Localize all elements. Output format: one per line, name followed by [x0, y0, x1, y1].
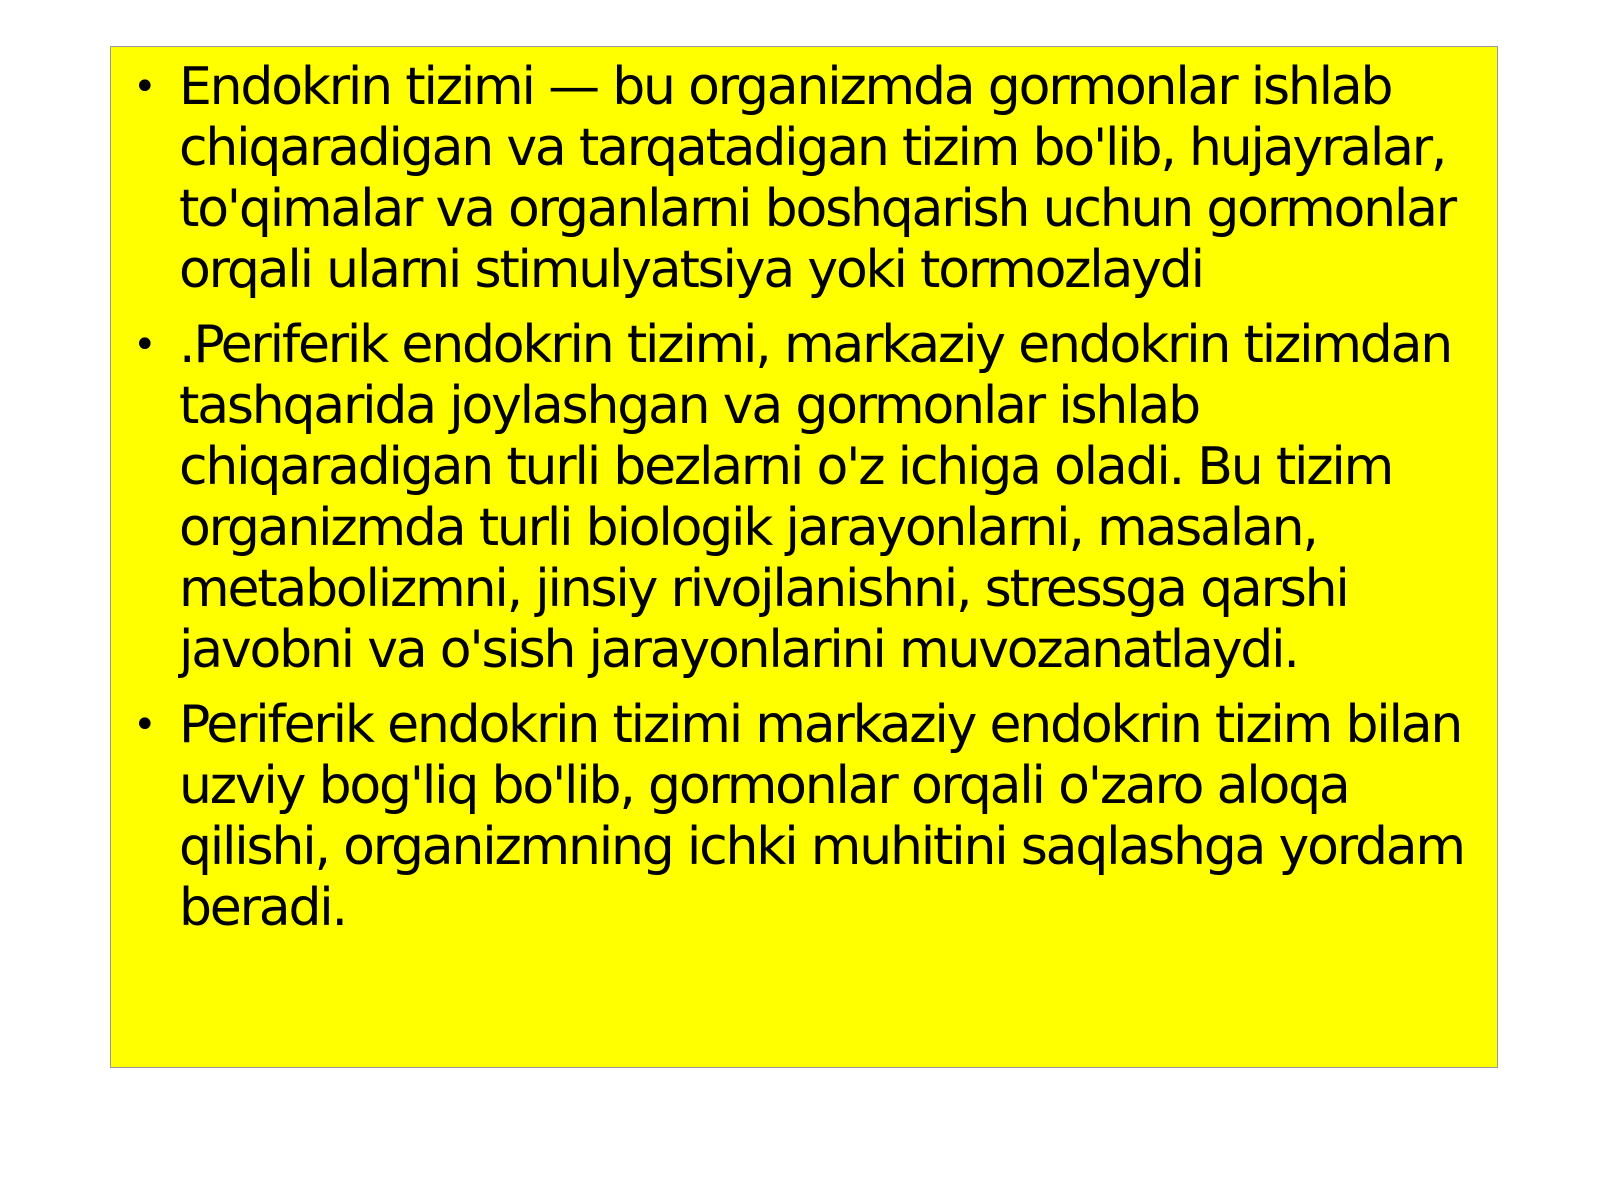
bullet-list: [129, 57, 1479, 953]
bullet-dot-icon: •: [133, 702, 155, 748]
bullet-text-1: Endokrin tizimi — bu organizmda gormonlar ishlab chiqaradigan va tarqatadigan tizim bo'lib, hujayralar, to'qimalar va organlarni boshqarish uchun gormonlar orqali ularni stimulyatsiya yoki tormozlaydi: [179, 57, 1455, 300]
bullet-item-2: [129, 315, 1479, 681]
bullet-dot-icon: •: [133, 64, 155, 110]
bullet-item-1: [129, 57, 1479, 301]
bullet-dot-icon: •: [133, 322, 155, 368]
bullet-text-2: .Periferik endokrin tizimi, markaziy endokrin tizimdan tashqarida joylashgan va gormonlar ishlab chiqaradigan turli bezlarni o'z ichiga oladi. Bu tizim organizmda turli biologik jarayonlarni, masalan, metabolizmni, jinsiy rivojlanishni, stressga qarshi javobni va o'sish jarayonlarini muvozanatlaydi.: [179, 315, 1452, 680]
bullet-item-3: [129, 695, 1479, 939]
bullet-text-box: [110, 46, 1498, 1068]
bullet-text-3: Periferik endokrin tizimi markaziy endokrin tizim bilan uzviy bog'liq bo'lib, gormonlar orqali o'zaro aloqa qilishi, organizmning ichki muhitini saqlashga yordam beradi.: [179, 695, 1464, 938]
